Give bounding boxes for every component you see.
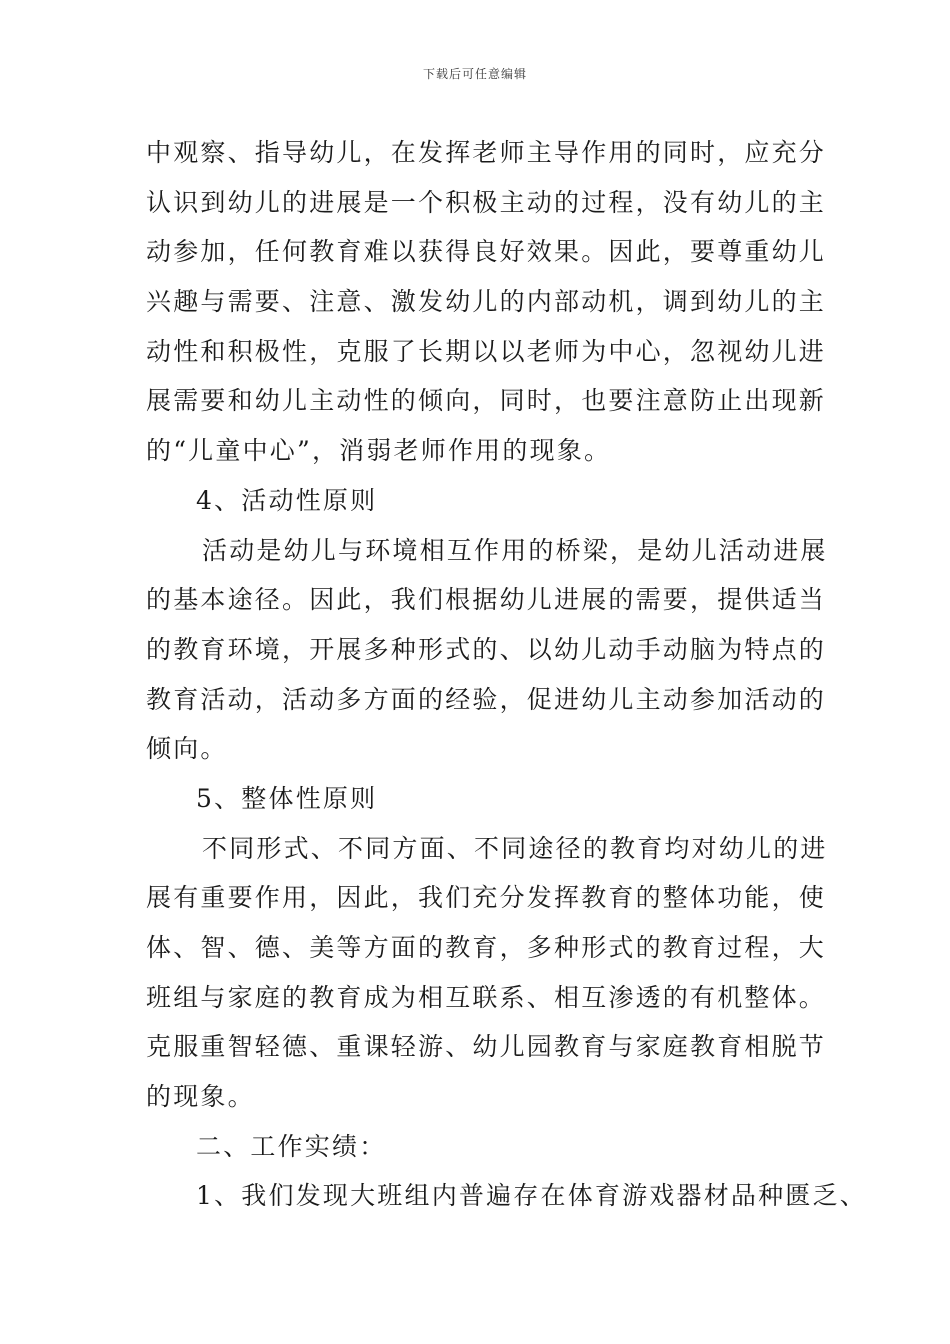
text-line: 的基本途径。因此，我们根据幼儿进展的需要，提供适当 (146, 585, 827, 615)
document-body (146, 128, 867, 1221)
section-heading-work-results: 二、工作实绩： (196, 1131, 387, 1161)
text-line: 兴趣与需要、注意、激发幼儿的内部动机，调到幼儿的主 (146, 287, 827, 317)
text-line: 班组与家庭的教育成为相互联系、相互渗透的有机整体。 (146, 982, 827, 1012)
text-line: 展有重要作用，因此，我们充分发挥教育的整体功能，使 (146, 883, 827, 913)
paragraph-first-line: 不同形式、不同方面、不同途径的教育均对幼儿的进 (202, 833, 828, 863)
text-line: 中观察、指导幼儿，在发挥老师主导作用的同时，应充分 (146, 138, 827, 167)
text-line: 认识到幼儿的进展是一个积极主动的过程，没有幼儿的主 (146, 187, 827, 217)
text-line: 教育活动，活动多方面的经验，促进幼儿主动参加活动的 (146, 684, 827, 714)
text-line: 的现象。 (146, 1082, 255, 1112)
section-heading-activity-principle: 4、活动性原则 (196, 485, 378, 515)
paragraph-first-line: 活动是幼儿与环境相互作用的桥梁，是幼儿活动进展 (202, 535, 828, 565)
numbered-item-line: 1、我们发现大班组内普遍存在体育游戏器材品种匮乏、 (196, 1181, 867, 1211)
page-header-note: 下载后可任意编辑 (422, 67, 527, 81)
text-line: 动参加，任何教育难以获得良好效果。因此，要尊重幼儿 (146, 237, 827, 267)
text-line: 的“儿童中心”，消弱老师作用的现象。 (146, 436, 612, 466)
text-line: 展需要和幼儿主动性的倾向，同时，也要注意防止出现新 (146, 386, 827, 416)
text-line: 倾向。 (146, 734, 228, 764)
text-line: 动性和积极性，克服了长期以以老师为中心，忽视幼儿进 (146, 336, 827, 366)
text-line: 体、智、德、美等方面的教育，多种形式的教育过程，大 (146, 933, 827, 962)
text-line: 的教育环境，开展多种形式的、以幼儿动手动脑为特点的 (146, 634, 827, 664)
text-line: 克服重智轻德、重课轻游、幼儿园教育与家庭教育相脱节 (146, 1032, 827, 1062)
section-heading-integrity-principle: 5、整体性原则 (196, 783, 378, 813)
